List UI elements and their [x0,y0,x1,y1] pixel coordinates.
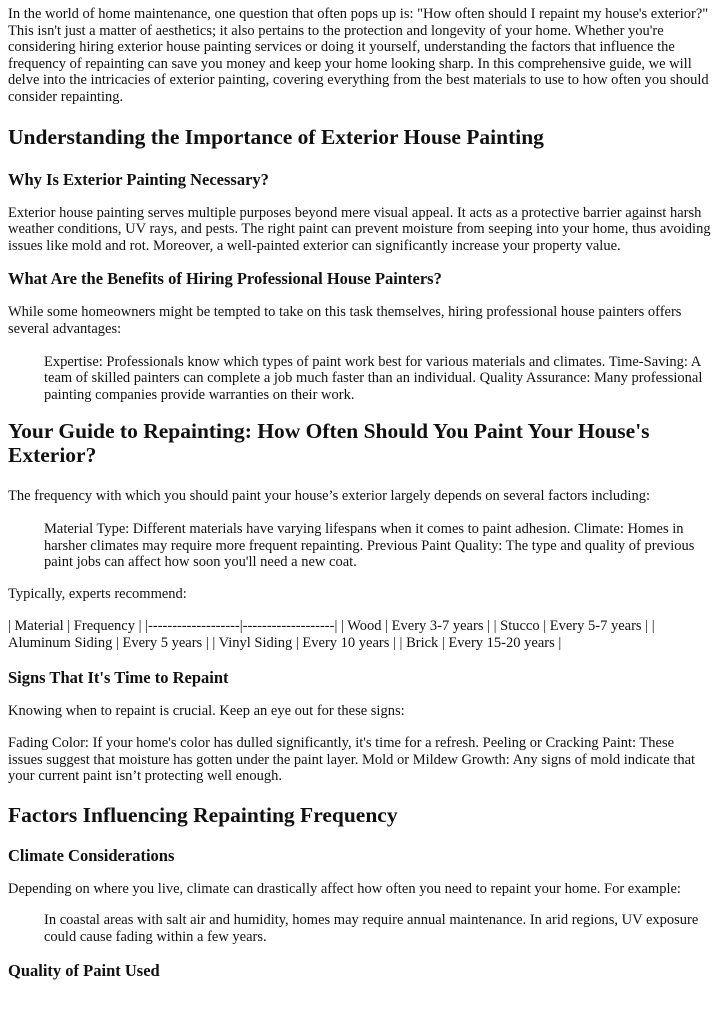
subheading-benefits: What Are the Benefits of Hiring Professional House Painters? [8,269,442,289]
subheading-why-necessary: Why Is Exterior Painting Necessary? [8,169,269,189]
intro-paragraph: In the world of home maintenance, one question that often pops up is: "How often should I repaint my house's exterior?" This isn't just a matter of aesthetics; it also pertains to the protection and longevity of your home. Whether you're considering hiring exterior house painting services or doing it yourself, understanding the factors that influence the frequency of repainting can save you money and keep your home looking sharp. In this comprehensive guide, we will delve into the intricacies of exterior painting, covering everything from the best materials to use to how often you should consider repainting. [8,6,709,105]
climate-paragraph: Depending on where you live, climate can drastically affect how often you need to repaint your home. For example: [8,880,681,897]
section-heading-factors: Factors Influencing Repainting Frequency [8,802,398,827]
subheading-paint-quality: Quality of Paint Used [8,960,160,980]
recommend-paragraph: Typically, experts recommend: [8,585,187,602]
benefits-paragraph: While some homeowners might be tempted to take on this task themselves, hiring professional house painters offers several advantages: [8,304,682,337]
guide-paragraph: The frequency with which you should paint your house’s exterior largely depends on several factors including: [8,488,650,505]
climate-quote: In coastal areas with salt air and humidity, homes may require annual maintenance. In arid regions, UV exposure could cause fading within a few years. [44,912,699,946]
signs-intro-paragraph: Knowing when to repaint is crucial. Keep an eye out for these signs: [8,703,405,720]
section-heading-importance: Understanding the Importance of Exterior House Painting [8,124,544,149]
why-paragraph: Exterior house painting serves multiple purposes beyond mere visual appeal. It acts as a protective barrier against harsh weather conditions, UV rays, and pests. The right paint can prevent moisture from seeping into your home, thus avoiding issues like mold and rot. Moreover, a well-painted exterior can significantly increase your property value. [8,204,711,254]
section-heading-guide: Your Guide to Repainting: How Often Should You Paint Your House's Exterior? [8,419,650,468]
subheading-climate: Climate Considerations [8,845,175,865]
benefits-quote: Expertise: Professionals know which types of paint work best for various materials and climates. Time-Saving: A team of skilled painters can complete a job much faster than an individual. Quality Assurance: Many professional painting companies provide warranties on their work. [44,353,703,403]
frequency-table-text: | Material | Frequency | |-------------------|-------------------| | Wood | Every 3-7 years | | Stucco | Every 5-7 years | | Aluminum Siding | Every 5 years | | Vinyl Siding | Every 10 years | | Brick | Every 15-20 years | [8,618,655,651]
factors-quote: Material Type: Different materials have varying lifespans when it comes to paint adhesion. Climate: Homes in harsher climates may require more frequent repainting. Previous Paint Quality: The type and quality of previous paint jobs can affect how soon you'll need a new coat. [44,520,695,571]
subheading-signs: Signs That It's Time to Repaint [8,668,229,688]
signs-paragraph: Fading Color: If your home's color has dulled significantly, it's time for a refresh. Peeling or Cracking Paint: These issues suggest that moisture has gotten under the paint layer. Mold or Mildew Growth: Any signs of mold indicate that your current paint isn’t protecting well enough. [8,735,696,785]
